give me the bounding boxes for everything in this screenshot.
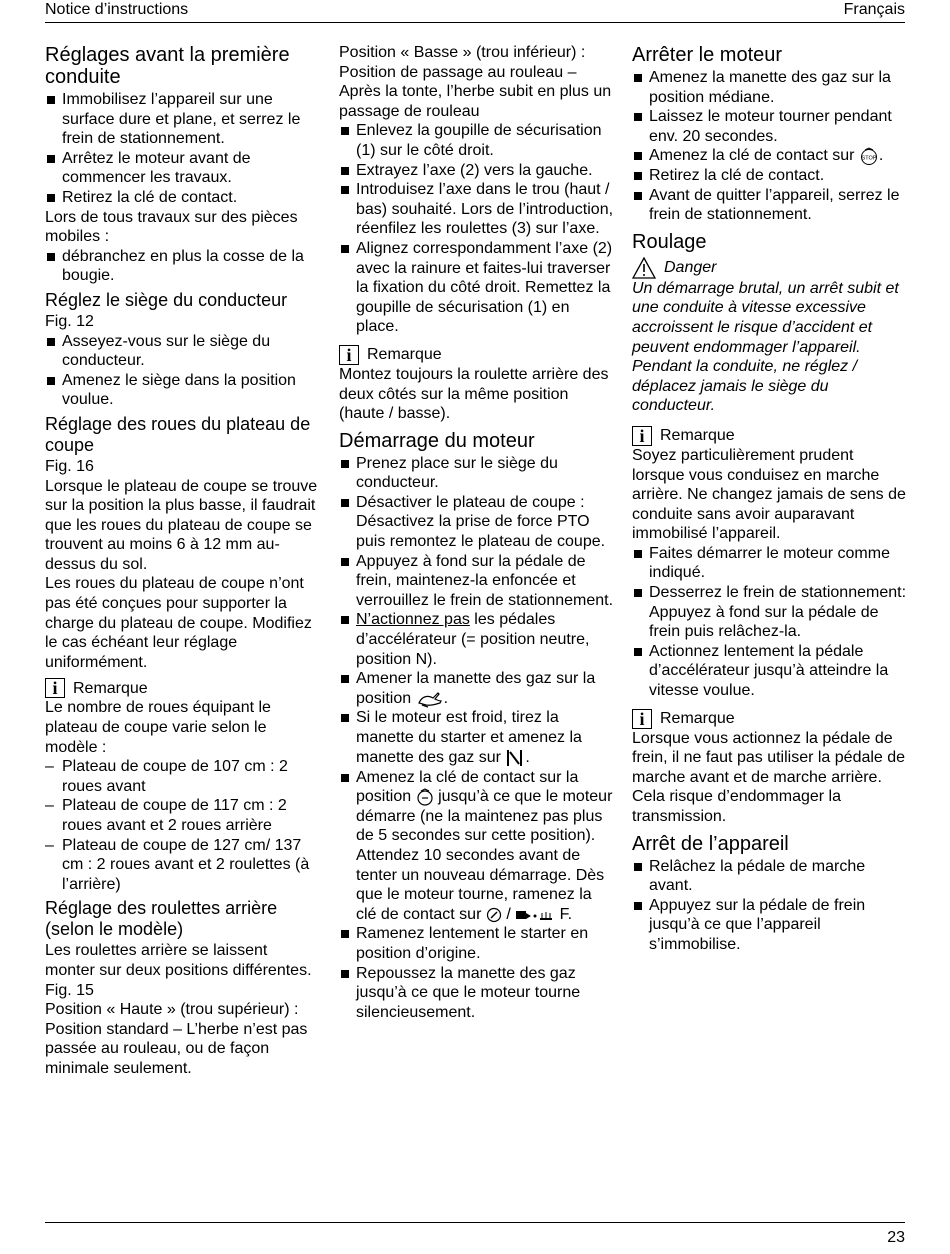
note-header: [632, 426, 907, 446]
underlined-text: N’actionnez pas: [356, 611, 470, 629]
list-item: [339, 610, 614, 669]
list-item: Faites démarrer le moteur comme indiqué.: [632, 544, 907, 583]
basse-list: [339, 121, 614, 337]
list-item: Appuyez sur la pédale de frein jusqu’à ce que l’appareil s’immobilise.: [632, 896, 907, 955]
list-item: Prenez place sur le siège du conducteur.: [339, 454, 614, 493]
list-item: Introduisez l’axe dans le trou (haut / bas) souhaité. Lors de l’introduction, réenfilez les roulettes (3) sur l’axe.: [339, 180, 614, 239]
reglages-paragraph: Lors de tous travaux sur des pièces mobiles :: [45, 208, 298, 246]
heading-roulage: Roulage: [632, 230, 707, 253]
key-start-icon: [416, 788, 434, 806]
page-header: [45, 0, 905, 23]
list-item: Repoussez la manette des gaz jusqu’à ce que le moteur tourne silencieusement.: [339, 964, 614, 1023]
list-item-text: Amener la manette des gaz sur la position: [356, 670, 596, 707]
note-paragraph: Soyez particulièrement prudent lorsque vous conduisez en marche arrière. Ne changez jamais de sens de conduite sans avoir auparavant immobilisé l’appareil.: [632, 446, 906, 543]
heading-reglages: Réglages avant la première conduite: [45, 44, 290, 88]
list-item: Arrêtez le moteur avant de commencer les travaux.: [45, 149, 320, 188]
note-paragraph: Le nombre de roues équipant le plateau de coupe varie selon le modèle :: [45, 699, 271, 756]
list-item-text: /: [506, 905, 511, 923]
info-icon: i: [632, 426, 652, 446]
figure-ref: Fig. 15: [45, 981, 94, 999]
list-item-text: .: [878, 147, 884, 165]
note-paragraph: Lorsque vous actionnez la pédale de frein, il ne faut pas utiliser la pédale de marche avant et de marche arrière. Cela risque d’endommager la transmission.: [632, 729, 906, 825]
heading-roues: Réglage des roues du plateau de coupe: [45, 413, 311, 455]
list-item: Relâchez la pédale de marche avant.: [632, 857, 907, 896]
column-1: [45, 41, 320, 1079]
list-item: Extrayez l’axe (2) vers la gauche.: [339, 161, 614, 181]
column-3: [632, 41, 907, 955]
list-item-text: F.: [559, 905, 573, 923]
note-list: [45, 757, 320, 894]
heading-roulettes: Réglage des roulettes arrière (selon le modèle): [45, 898, 278, 940]
list-item-text: Amenez la clé de contact sur la position: [356, 768, 579, 806]
note-paragraph: Montez toujours la roulette arrière des deux côtés sur la même position (haute / basse).: [339, 365, 609, 423]
list-item: Retirez la clé de contact.: [632, 166, 907, 186]
info-icon: i: [339, 345, 359, 365]
list-item: Alignez correspondamment l’axe (2) avec la rainure et faites-lui traverser la fixation du côté droit. Remettez la goupille de sécurisation (1) en place.: [339, 239, 614, 337]
stop-icon: [859, 147, 879, 165]
note-label: Remarque: [660, 427, 735, 445]
note-header: [45, 678, 320, 698]
demarrage-list: [339, 454, 614, 1023]
warning-triangle-icon: [632, 257, 656, 279]
list-item: – Plateau de coupe de 117 cm : 2 roues avant et 2 roues arrière: [45, 796, 320, 835]
note-header: [339, 345, 614, 365]
list-item: [339, 708, 614, 767]
position-basse-paragraph: Position « Basse » (trou inférieur) : Position de passage au rouleau – Après la tonte, l’herbe subit en plus un passage de rouleau: [339, 44, 612, 120]
list-item: Asseyez-vous sur le siège du conducteur.: [45, 332, 320, 371]
list-item: Actionnez lentement la pédale d’accélérateur jusqu’à atteindre la vitesse voulue.: [632, 642, 907, 701]
list-item-text: Amenez la clé de contact sur: [649, 147, 855, 165]
heading-siege: Réglez le siège du conducteur: [45, 289, 288, 310]
list-item: Immobilisez l’appareil sur une surface dure et plane, et serrez le frein de stationnement.: [45, 90, 320, 149]
figure-ref: Fig. 16: [45, 457, 94, 475]
list-item: Avant de quitter l’appareil, serrez le frein de stationnement.: [632, 186, 907, 225]
danger-paragraph: Un démarrage brutal, un arrêt subit et une conduite à vitesse excessive accroissent le risque d’accident et peuvent endommager l’appareil. Pendant la conduite, ne réglez / déplacez jamais le siège du conducteur.: [632, 279, 899, 415]
info-icon: i: [45, 678, 65, 698]
note-label: Remarque: [73, 679, 148, 697]
list-item: Desserrez le frein de stationnement: Appuyez à fond sur la pédale de frein puis relâchez-la.: [632, 583, 907, 642]
key-position-icon: [486, 907, 502, 923]
list-item: [632, 146, 907, 166]
list-item: Enlevez la goupille de sécurisation (1) sur le côté droit.: [339, 121, 614, 160]
arreter-list: [632, 68, 907, 225]
footer-divider: [45, 1222, 905, 1223]
list-item: Appuyez à fond sur la pédale de frein, maintenez-la enfoncée et verrouillez le frein de stationnement.: [339, 552, 614, 611]
danger-header: [632, 257, 907, 279]
note-label: Remarque: [660, 709, 735, 727]
roulettes-paragraph-2: Position « Haute » (trou supérieur) : Position standard – L’herbe n’est pas passée au rouleau, ou de façon minimale seulement.: [45, 1001, 308, 1077]
list-item: – Plateau de coupe de 107 cm : 2 roues avant: [45, 757, 320, 796]
list-item: Retirez la clé de contact.: [45, 188, 320, 208]
note-header: [632, 709, 907, 729]
list-item: Amenez la manette des gaz sur la position médiane.: [632, 68, 907, 107]
column-2: [339, 43, 614, 1022]
roulage-list: [632, 544, 907, 701]
list-item: Amenez le siège dans la position voulue.: [45, 371, 320, 410]
list-item: Désactiver le plateau de coupe : Désactivez la prise de force PTO puis remontez le plateau de coupe.: [339, 493, 614, 552]
list-item-text: .: [443, 689, 449, 707]
list-item: Laissez le moteur tourner pendant env. 20 secondes.: [632, 107, 907, 146]
heading-arreter: Arrêter le moteur: [632, 44, 783, 66]
roues-paragraph-1: Lorsque le plateau de coupe se trouve sur la position la plus basse, il faudrait que les roues du plateau de coupe se trouvent au moins 6 à 12 mm au-dessus du sol.: [45, 477, 318, 573]
figure-ref: Fig. 12: [45, 312, 94, 330]
danger-label: Danger: [664, 258, 717, 276]
heading-demarrage: Démarrage du moteur: [339, 429, 535, 452]
list-item: Ramenez lentement le starter en position d’origine.: [339, 924, 614, 963]
list-item-text: Si le moteur est froid, tirez la manette du starter et amenez la manette des gaz sur: [356, 709, 582, 766]
roues-paragraph-2: Les roues du plateau de coupe n’ont pas été conçues pour supporter la charge du plateau de coupe. Modifiez le cas échéant leur réglage uniformément.: [45, 575, 312, 671]
page-number: 23: [887, 1229, 905, 1246]
note-label: Remarque: [367, 346, 442, 364]
siege-list: [45, 332, 320, 410]
rabbit-icon: [416, 690, 444, 708]
roulettes-paragraph-1: Les roulettes arrière se laissent monter sur deux positions différentes.: [45, 942, 312, 979]
list-item-text: les pédales d’accélérateur (= position neutre, position N).: [356, 611, 590, 668]
list-item: [339, 768, 614, 925]
heading-arret: Arrêt de l’appareil: [632, 832, 789, 855]
list-item: [339, 669, 614, 708]
header-title: Notice d’instructions: [45, 1, 189, 18]
list-item-text: .: [525, 748, 530, 766]
list-item-text: jusqu’à ce que le moteur démarre (ne la maintenez pas plus de 5 secondes sur cette position). Attendez 10 secondes avant de tenter un nouveau démarrage. Dès que le moteur tourne, ramenez la clé de contact sur: [356, 788, 613, 923]
header-language: Français: [843, 1, 905, 18]
choke-icon: [505, 748, 525, 768]
reglages-list-2: [45, 247, 320, 286]
arret-list: [632, 857, 907, 955]
reglages-list: [45, 90, 320, 208]
list-item: débranchez en plus la cosse de la bougie.: [45, 247, 320, 286]
svg-text:STOP: STOP: [861, 155, 877, 162]
info-icon: i: [632, 709, 652, 729]
lights-icon: [515, 908, 555, 922]
list-item: – Plateau de coupe de 127 cm/ 137 cm : 2 roues avant et 2 roulettes (à l’arrière): [45, 836, 320, 895]
